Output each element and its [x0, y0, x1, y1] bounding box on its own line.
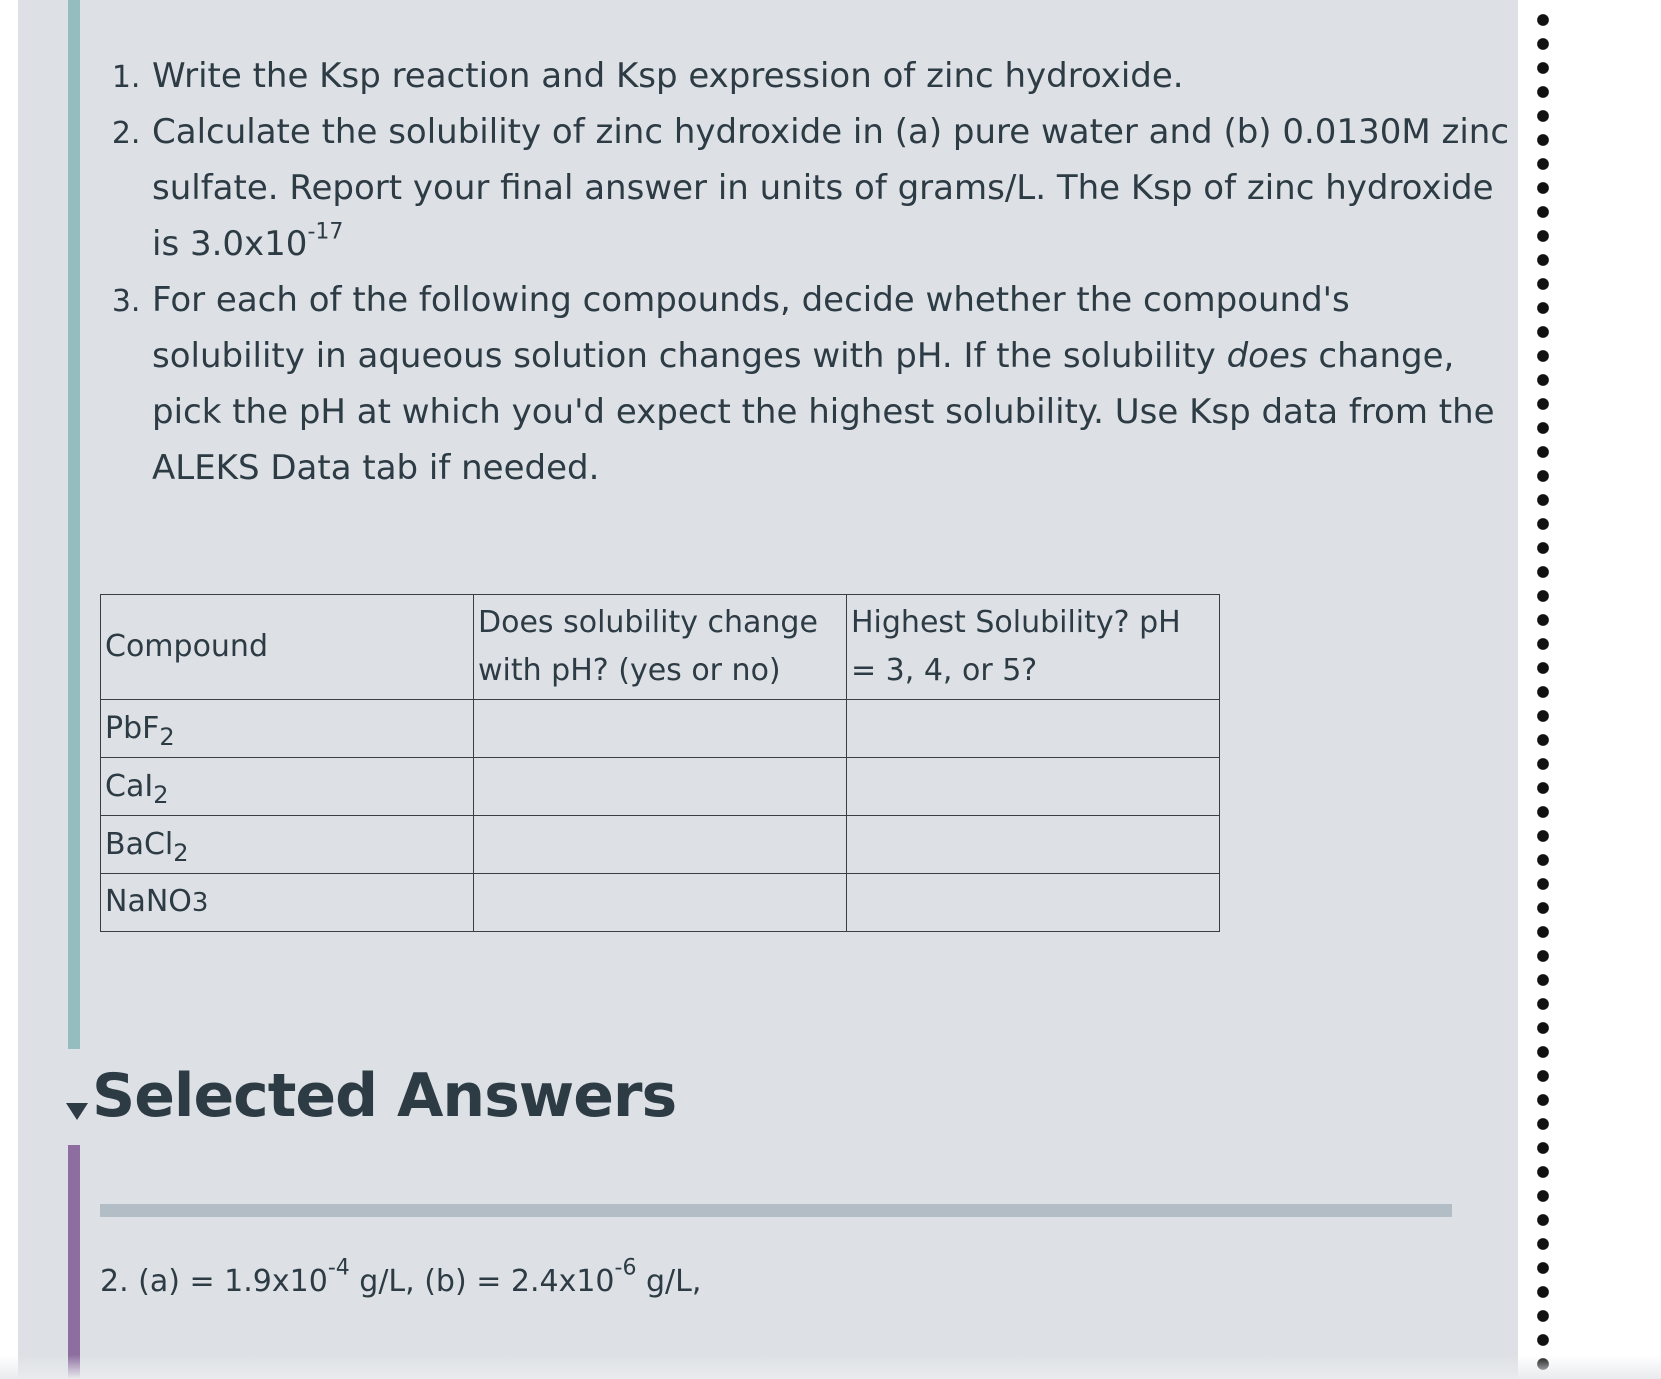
question-accent-bar [68, 0, 80, 1049]
bottom-fade [0, 1355, 1661, 1379]
answer-suffix: g/L, [636, 1264, 702, 1299]
answer-middle: g/L, (b) = 2.4x10 [349, 1264, 615, 1299]
compound-base: PbF [105, 710, 160, 746]
answer-exponent-a: -4 [327, 1255, 350, 1281]
caret-down-icon [66, 1103, 88, 1120]
table-row [101, 758, 1220, 816]
compound-cell [101, 700, 474, 758]
compound-base: NaNO [105, 884, 192, 919]
question-3-text-b: change, pick the pH at which you'd expect the highest solubility. Use Ksp data from the ALEKS Data tab if needed. [152, 336, 1495, 488]
table-row [101, 700, 1220, 758]
compound-base: BaCl [105, 826, 174, 862]
answer-accent-bar [68, 1145, 80, 1379]
selected-answers-heading: Selected Answers [92, 1061, 677, 1131]
solubility-change-cell[interactable] [474, 700, 847, 758]
question-list [108, 48, 1510, 496]
compound-cell [101, 758, 474, 816]
table-row [101, 874, 1220, 932]
answer-exponent-b: -6 [614, 1255, 637, 1281]
solubility-table [100, 594, 1220, 932]
compound-cell [101, 816, 474, 874]
solubility-change-cell[interactable] [474, 758, 847, 816]
question-2 [150, 104, 1510, 272]
highest-solubility-cell[interactable] [847, 758, 1220, 816]
highest-solubility-cell[interactable] [847, 874, 1220, 932]
table-header-row [101, 595, 1220, 700]
solubility-change-cell[interactable] [474, 816, 847, 874]
compound-subscript: 2 [173, 838, 189, 867]
ksp-exponent: -17 [307, 219, 344, 245]
question-1-text: Write the Ksp reaction and Ksp expression of zinc hydroxide. [152, 56, 1184, 96]
dotted-border [1536, 8, 1550, 1379]
compound-base: CaI [105, 768, 154, 804]
solubility-change-cell[interactable] [474, 874, 847, 932]
compound-cell [101, 874, 474, 932]
highest-solubility-cell[interactable] [847, 700, 1220, 758]
header-highest-solubility: Highest Solubility? pH = 3, 4, or 5? [847, 595, 1220, 700]
compound-tail: 3 [191, 888, 209, 918]
answer-prefix: 2. (a) = 1.9x10 [100, 1264, 328, 1299]
selected-answer-text [100, 1255, 702, 1306]
header-compound: Compound [101, 595, 474, 700]
table-row [101, 816, 1220, 874]
question-2-text: Calculate the solubility of zinc hydroxide in (a) pure water and (b) 0.0130M zinc sulfate. Report your final answer in units of grams/L. The Ksp of zinc hydroxide is 3.0x10 [152, 112, 1510, 264]
answer-divider [100, 1204, 1452, 1217]
question-3 [150, 272, 1510, 496]
compound-subscript: 2 [159, 722, 175, 751]
highest-solubility-cell[interactable] [847, 816, 1220, 874]
compound-subscript: 2 [153, 780, 169, 809]
question-3-text-a: For each of the following compounds, decide whether the compound's solubility in aqueous solution changes with pH. If the solubility [152, 280, 1350, 376]
question-1 [150, 48, 1510, 104]
selected-answers-toggle[interactable] [66, 1060, 676, 1132]
question-3-emphasis: does [1226, 336, 1308, 376]
header-solubility-change: Does solubility change with pH? (yes or no) [474, 595, 847, 700]
